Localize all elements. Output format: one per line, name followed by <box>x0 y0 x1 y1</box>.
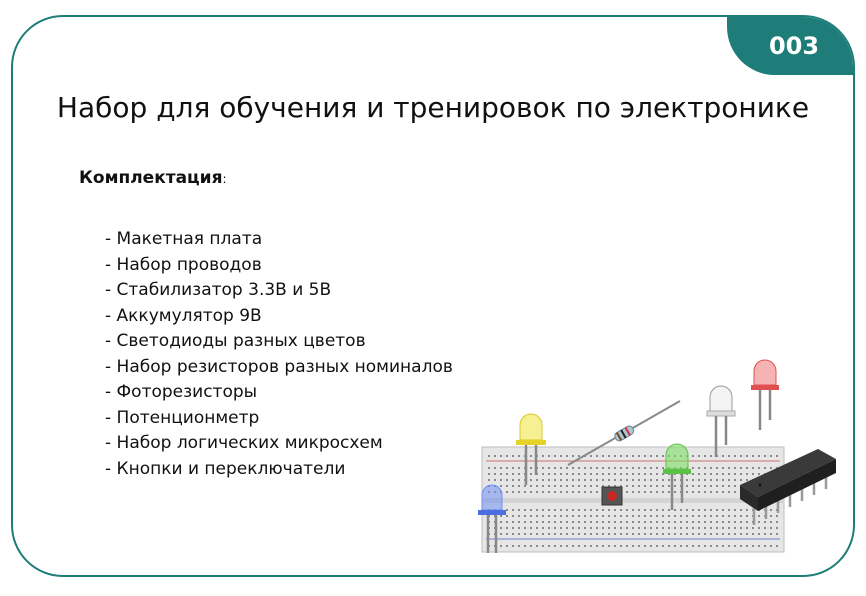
list-item: - Потенционметр <box>105 407 260 428</box>
list-item: - Стабилизатор 3.3В и 5В <box>105 280 332 300</box>
slide-number-badge <box>727 17 853 75</box>
list-item: - Кнопки и переключатели <box>105 458 346 479</box>
list-item: - Макетная плата <box>105 229 263 249</box>
list-item: - Фоторезисторы <box>105 382 258 402</box>
electronics-kit-illustration <box>468 345 848 560</box>
list-item: - Набор логических микросхем <box>105 433 383 453</box>
list-item: - Светодиоды разных цветов <box>105 331 366 351</box>
slide-number: 003 <box>768 32 820 60</box>
section-heading <box>79 168 227 188</box>
push-button-icon <box>602 487 622 505</box>
led-icon <box>707 386 735 457</box>
list-item: - Набор проводов <box>105 254 262 275</box>
section-heading-label: Комплектация <box>79 168 223 188</box>
led-icon <box>751 360 779 430</box>
list-item: - Аккумулятор 9В <box>105 305 262 326</box>
section-heading-colon: : <box>222 172 227 186</box>
list-item: - Набор резисторов разных номиналов <box>105 356 453 377</box>
page-title: Набор для обучения и тренировок по электронике <box>56 91 810 124</box>
kit-contents-list <box>105 227 453 482</box>
breadboard-icon <box>482 447 784 552</box>
